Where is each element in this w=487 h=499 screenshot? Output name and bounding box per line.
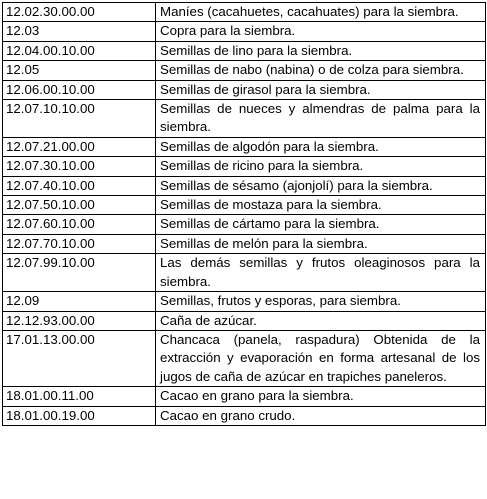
tariff-description: Maníes (cacahuetes, cacahuates) para la siembra. xyxy=(156,3,486,22)
table-row xyxy=(3,3,486,22)
tariff-description: Semillas de sésamo (ajonjolí) para la siembra. xyxy=(156,176,486,195)
tariff-code: 12.07.60.10.00 xyxy=(3,215,156,234)
table-row xyxy=(3,254,486,292)
tariff-code: 12.07.50.10.00 xyxy=(3,196,156,215)
tariff-description: Chancaca (panela, raspadura) Obtenida de la extracción y evaporación en forma artesanal de los jugos de caña de azúcar en trapiches paneleros. xyxy=(156,330,486,386)
tariff-code: 12.07.21.00.00 xyxy=(3,137,156,156)
tariff-description: Semillas de cártamo para la siembra. xyxy=(156,215,486,234)
tariff-code: 12.07.10.10.00 xyxy=(3,100,156,138)
table-row xyxy=(3,100,486,138)
table-row xyxy=(3,137,486,156)
tariff-code: 12.04.00.10.00 xyxy=(3,41,156,60)
table-row xyxy=(3,311,486,330)
tariff-code: 12.02.30.00.00 xyxy=(3,3,156,22)
table-row xyxy=(3,196,486,215)
tariff-code: 12.07.30.10.00 xyxy=(3,157,156,176)
tariff-description: Semillas de nabo (nabina) o de colza para siembra. xyxy=(156,61,486,80)
tariff-code: 12.07.40.10.00 xyxy=(3,176,156,195)
table-row xyxy=(3,176,486,195)
tariff-description: Cacao en grano para la siembra. xyxy=(156,387,486,406)
table-row xyxy=(3,234,486,253)
tariff-description: Semillas de ricino para la siembra. xyxy=(156,157,486,176)
tariff-code: 12.12.93.00.00 xyxy=(3,311,156,330)
table-row xyxy=(3,215,486,234)
tariff-table xyxy=(2,2,486,426)
tariff-description: Las demás semillas y frutos oleaginosos para la siembra. xyxy=(156,254,486,292)
table-row xyxy=(3,41,486,60)
tariff-code: 17.01.13.00.00 xyxy=(3,330,156,386)
tariff-code: 12.07.70.10.00 xyxy=(3,234,156,253)
table-row xyxy=(3,387,486,406)
table-row xyxy=(3,22,486,41)
table-row xyxy=(3,406,486,425)
tariff-description: Semillas de algodón para la siembra. xyxy=(156,137,486,156)
table-row xyxy=(3,157,486,176)
tariff-description: Semillas de nueces y almendras de palma para la siembra. xyxy=(156,100,486,138)
table-row xyxy=(3,330,486,386)
tariff-description: Copra para la siembra. xyxy=(156,22,486,41)
tariff-description: Caña de azúcar. xyxy=(156,311,486,330)
table-row xyxy=(3,80,486,99)
tariff-code: 12.05 xyxy=(3,61,156,80)
tariff-description: Semillas, frutos y esporas, para siembra. xyxy=(156,292,486,311)
tariff-code: 18.01.00.19.00 xyxy=(3,406,156,425)
tariff-code: 12.07.99.10.00 xyxy=(3,254,156,292)
tariff-description: Semillas de girasol para la siembra. xyxy=(156,80,486,99)
tariff-description: Semillas de lino para la siembra. xyxy=(156,41,486,60)
tariff-description: Cacao en grano crudo. xyxy=(156,406,486,425)
tariff-code: 18.01.00.11.00 xyxy=(3,387,156,406)
tariff-code: 12.03 xyxy=(3,22,156,41)
tariff-table-body xyxy=(3,3,486,426)
tariff-description: Semillas de melón para la siembra. xyxy=(156,234,486,253)
tariff-code: 12.06.00.10.00 xyxy=(3,80,156,99)
table-row xyxy=(3,61,486,80)
tariff-code: 12.09 xyxy=(3,292,156,311)
tariff-description: Semillas de mostaza para la siembra. xyxy=(156,196,486,215)
table-row xyxy=(3,292,486,311)
